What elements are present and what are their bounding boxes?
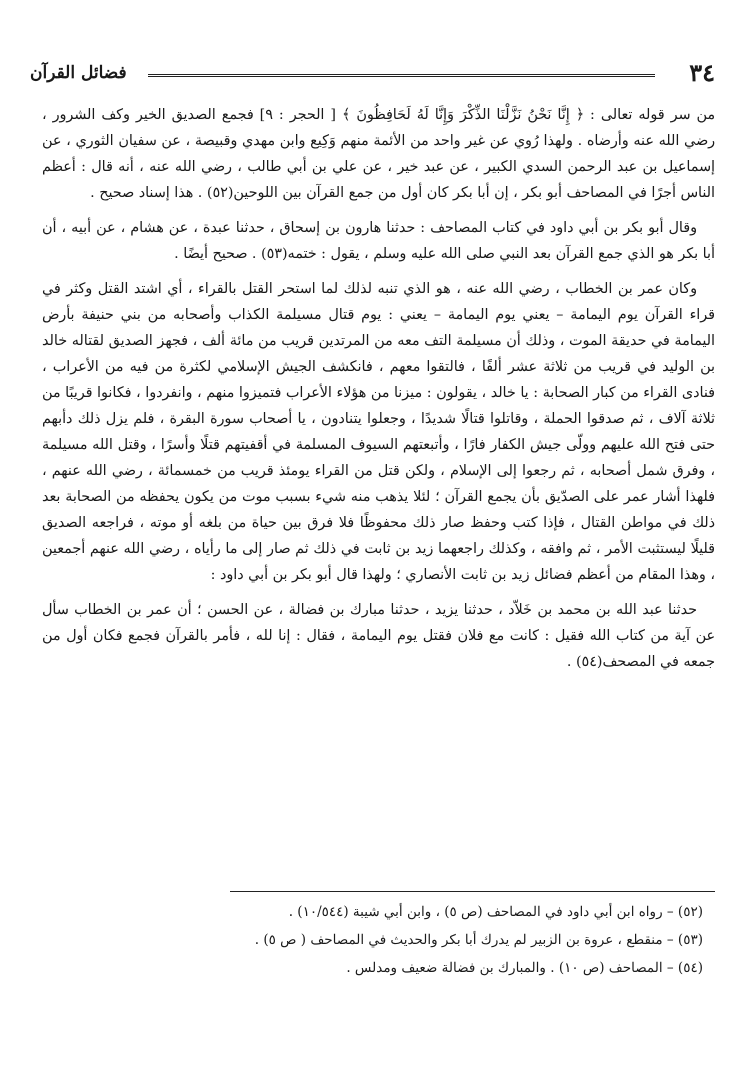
footnotes	[42, 898, 703, 982]
paragraph: وقال أبو بكر بن أبي داود في كتاب المصاحف : حدثنا هارون بن إسحاق ، حدثنا عبدة ، عن هشام ، عن أبيه ، أن أبا بكر هو الذي جمع القرآن بعد النبي صلى الله عليه وسلم ، يقول : ختمه(٥٣) . صحيح أيضًا .	[42, 220, 715, 262]
footnote-divider	[230, 891, 715, 892]
paragraph: وكان عمر بن الخطاب ، رضي الله عنه ، هو الذي تنبه لذلك لما استحر القتل بالقراء ، أي اشتد القتل وكثر في قراء القرآن يوم اليمامة – يعني يوم اليمامة – يعني : يوم قتال مسيلمة الكذاب وأصحابه من بني حنيفة بأرض اليمامة في حديقة الموت ، وذلك أن مسيلمة التف معه من المرتدين قريب من مائة ألف ، فجهز الصديق لقتاله خالد بن الوليد في قريب من ثلاثة عشر ألفًا ، فالتقوا معهم ، فانكشف الجيش الإسلامي لكثرة من فيه من الأعراب ، فنادى القراء من كبار الصحابة : يا خالد ، يقولون : ميزنا من هؤلاء الأعراب فتميزوا منهم ، وانفردوا ، فكانوا قريبًا من ثلاثة آلاف ، ثم صدقوا الحملة ، وقاتلوا قتالًا شديدًا ، وجعلوا يتنادون ، يا أصحاب سورة البقرة ، فلم يزل ذلك دأبهم حتى فتح الله عليهم وولّى جيش الكفار فارًا ، وأتبعتهم السيوف المسلمة في أقفيتهم قتلًا وأسرًا ، وقتل الله مسيلمة ، وفرق شمل أصحابه ، ثم رجعوا إلى الإسلام ، ولكن قتل من القراء يومئذ قريب من خمسمائة ، رضي الله عنهم ، فلهذا أشار عمر على الصدّيق بأن يجمع القرآن ؛ لئلا يذهب منه شيء بسبب موت من يكون يحفظه من الصحابة بعد ذلك في مواطن القتال ، فإذا كتب وحفظ صار ذلك محفوظًا فلا فرق بين حياة من بلغه أو موته ، فراجعه الصديق قليلًا ليستثبت الأمر ، ثم وافقه ، وكذلك راجعهما زيد بن ثابت في ذلك ثم صار إلى ما رأياه ، رضي الله عنهم أجمعين ، وهذا المقام من أعظم فضائل زيد بن ثابت الأنصاري ؛ ولهذا قال أبو بكر بن أبي داود :	[42, 281, 715, 583]
paragraph: حدثنا عبد الله بن محمد بن خَلاّد ، حدثنا يزيد ، حدثنا مبارك بن فضالة ، عن الحسن ؛ أن عمر بن الخطاب سأل عن آية من كتاب الله فقيل : كانت مع فلان فقتل يوم اليمامة ، فقال : إنا لله ، فأمر بالقرآن فجمع فكان أول من جمعه في المصحف(٥٤) .	[42, 602, 715, 670]
footnote: (٥٢) – رواه ابن أبي داود في المصاحف (ص ٥) ، وابن أبي شيبة (١٠/٥٤٤) .	[288, 904, 703, 920]
page-number: ٣٤	[689, 58, 715, 87]
page-header	[30, 58, 715, 88]
running-title: فضائل القرآن	[30, 63, 127, 83]
paragraph: من سر قوله تعالى : ﴿ إِنَّا نَحْنُ نَزَّلْنَا الذِّكْرَ وَإِنَّا لَهُ لَحَافِظُونَ ﴾ [ الحجر : ٩] فجمع الصديق الخير وكف الشرور ، رضي الله عنه وأرضاه . ولهذا رُوي عن غير واحد من الأئمة منهم وَكِيع وابن مهدي وقبيصة ، عن سفيان الثوري ، عن إسماعيل بن عبد الرحمن السدي الكبير ، عن عبد خير ، عن علي بن أبي طالب ، رضي الله عنه ، أنه قال : أعظم الناس أجرًا في المصاحف أبو بكر ، إن أبا بكر كان أول من جمع القرآن بين اللوحين(٥٢) . هذا إسناد صحيح .	[42, 107, 715, 201]
main-text	[42, 102, 715, 684]
footnote: (٥٤) – المصاحف (ص ١٠) . والمبارك بن فضالة ضعيف ومدلس .	[346, 960, 703, 976]
header-rule	[148, 74, 655, 77]
footnote: (٥٣) – منقطع ، عروة بن الزبير لم يدرك أبا بكر والحديث في المصاحف ( ص ٥) .	[254, 932, 703, 948]
